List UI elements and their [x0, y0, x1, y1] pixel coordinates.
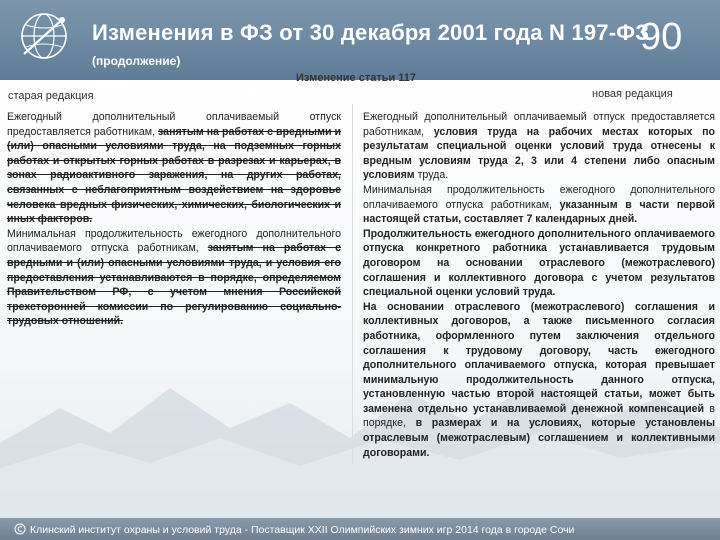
- new-p4-bold-1: На основании отраслевого (межотраслевого) соглашения и коллективных договоров, а также письменного согласия работника, оформленного путем заключения отдельного соглашения к трудовому договору, часть ежегодного дополнительного оплачиваемого отпуска, которая превышает минимальную продолжительность данного отпуска, установленную частью второй настоящей статьи, может быть заменена отдельно устанавливаемой денежной компенсацией: [363, 300, 715, 415]
- new-p1-end: труда.: [414, 169, 449, 182]
- new-p1-bold: условия труда на рабочих местах которых по результатам специальной оценки условий труда отнесены к вредным условиям труда 2, 3 или 4 степени либо опасным условиям: [363, 125, 715, 182]
- column-divider: [352, 104, 353, 464]
- new-paragraph-4: [363, 300, 715, 461]
- page-title: Изменения в ФЗ от 30 декабря 2001 года N 197-ФЗ: [92, 20, 650, 45]
- old-p2-plain: Минимальная продолжительность ежегодного дополнительного оплачиваемого отпуска работникам,: [7, 227, 341, 255]
- globe-logo-icon: [18, 10, 70, 62]
- new-paragraph-3: [363, 227, 715, 300]
- footer-text: Клинский институт охраны и условий труда - Поставщик XXII Олимпийских зимних игр 2014 года в городе Сочи: [30, 524, 575, 536]
- old-edition-text: [7, 110, 341, 329]
- new-edition-text: [363, 110, 715, 460]
- new-p3-bold: Продолжительность ежегодного дополнительного оплачиваемого отпуска конкретного работника устанавливается трудовым договором на основании отраслевого (межотраслевого) соглашения и коллективного договора с учетом результатов специальной оценки условий труда.: [363, 227, 715, 299]
- new-paragraph-1: [363, 110, 715, 183]
- old-edition-heading: старая редакция: [8, 90, 94, 102]
- new-edition-heading: новая редакция: [592, 88, 673, 100]
- new-p2-plain: Минимальная продолжительность ежегодного дополнительного оплачиваемого отпуска работникам,: [363, 183, 715, 211]
- new-p4-plain: в порядке,: [363, 402, 715, 430]
- new-paragraph-2: [363, 183, 715, 227]
- old-paragraph-1: [7, 110, 341, 227]
- new-p1-plain: Ежегодный дополнительный оплачиваемый отпуск предоставляется работникам,: [363, 111, 715, 138]
- page-subtitle: (продолжение): [92, 54, 181, 68]
- article-heading: Изменение статьи 117: [296, 72, 417, 84]
- slide-number: 90: [640, 16, 683, 58]
- new-p2-bold: указанным в части первой настоящей статьи, составляет 7 календарных дней.: [363, 198, 715, 226]
- old-p2-struck: занятым на работах с вредными и (или) опасными условиями труда, и условия его предоставления устанавливаются в порядке, определяемом Правительством РФ, с учетом мнения Российской трехсторонней комиссии по регулированию социально-трудовых отношений.: [7, 242, 341, 328]
- new-p4-bold-2: в размерах и на условиях, которые установлены отраслевым (межотраслевым) соглашением и коллективными договорами.: [363, 417, 715, 459]
- old-p1-struck: занятым на работах с вредными и (или) опасными условиями труда, на подземных горных работах и открытых горных работах в разрезах и карьерах, в зонах радиоактивного заражения, на других работах, связанных с неблагоприятным воздействием на здоровье человека вредных физических, химических, биологических и иных факторов.: [7, 125, 341, 226]
- old-paragraph-2: [7, 227, 341, 329]
- old-p1-plain: Ежегодный дополнительный оплачиваемый отпуск предоставляется работникам,: [7, 111, 341, 138]
- copyright-icon: [14, 523, 26, 535]
- slide-header: [0, 0, 720, 80]
